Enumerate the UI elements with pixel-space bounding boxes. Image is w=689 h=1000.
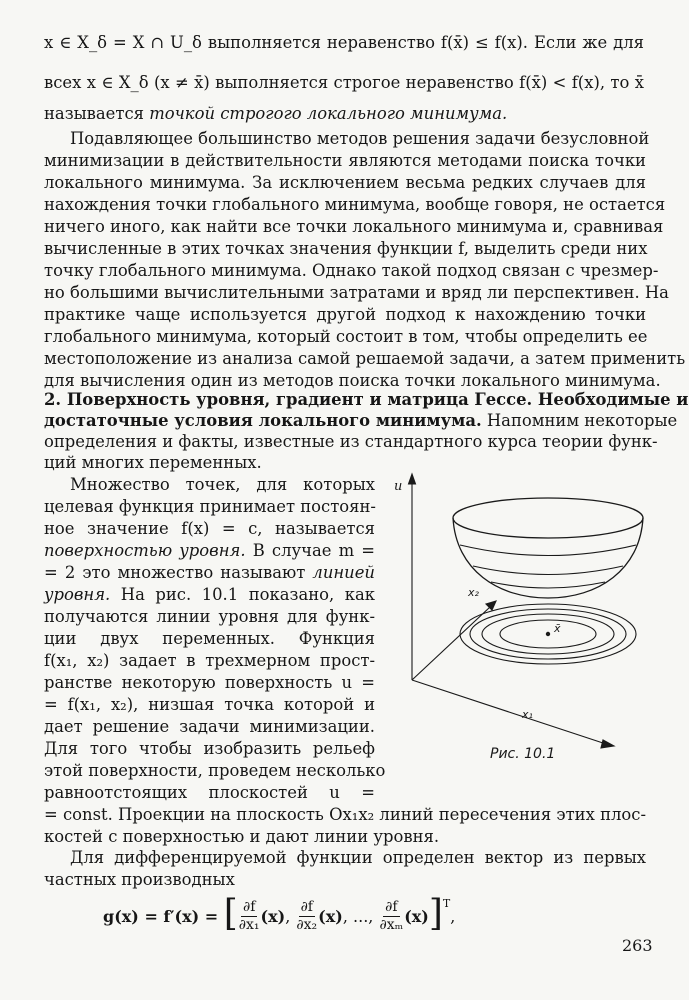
text-line: нахождения точки глобального минимума, вообще говоря, не остается [44, 195, 666, 214]
term-level-line-cont: уровня. [44, 585, 111, 604]
text-line: = f(x₁, x₂), низшая точка которой и [44, 695, 375, 714]
text-line: x ∈ X_δ = X ∩ U_δ выполняется неравенство f(x̄) ≤ f(x). Если же для [44, 33, 644, 52]
text-line: ничего иного, как найти все точки локального минимума и, сравнивая [44, 217, 664, 236]
text-line: ции двух переменных. Функция [44, 629, 375, 648]
text-line: Для того чтобы изобразить рельеф [44, 739, 375, 758]
numerator: ∂f [242, 898, 256, 915]
section-heading-line-2 [44, 411, 678, 431]
text-line: целевая функция принимает постоян- [44, 497, 376, 516]
section-title-cont: достаточные условия локального минимума. [44, 411, 482, 430]
text: Напомним некоторые [481, 411, 678, 430]
text-line: ций многих переменных. [44, 453, 262, 472]
formula-lhs: g(x) = f′(x) = [103, 906, 224, 926]
text-line: получаются линии уровня для функ- [44, 607, 375, 626]
term-level-surface: поверхностью уровня. [44, 541, 246, 560]
text-line: дает решение задачи минимизации. [44, 717, 375, 736]
ellipsis: ... [353, 906, 369, 926]
denominator: ∂x₂ [296, 916, 318, 933]
text: = 2 это множество называют [44, 563, 313, 582]
denominator: ∂xₘ [379, 916, 404, 933]
x1-axis-label: x₁ [522, 708, 533, 721]
arg: (x) [404, 906, 429, 926]
text-line: точку глобального минимума. Однако такой подход связан с чрезмер- [44, 261, 659, 280]
fraction-m [379, 899, 403, 934]
minimum-point-label: x̄ [554, 622, 561, 635]
text-line: локального минимума. За исключением весьма редких случаев для [44, 173, 646, 192]
text: В случае m = [245, 541, 375, 560]
text: На рис. 10.1 показано, как [110, 585, 375, 604]
text-line [44, 541, 375, 561]
text-line: частных производных [44, 870, 235, 889]
bracket-left: [ [223, 893, 238, 934]
u-axis-label: u [394, 479, 403, 494]
bowl-rim [453, 498, 643, 538]
gradient-formula [103, 891, 455, 941]
text-line: Для дифференцируемой функции определен вектор из первых [70, 848, 646, 867]
text-line: этой поверхности, проведем несколько [44, 761, 386, 780]
text-line: всех x ∈ X_δ (x ≠ x̄) выполняется строгое неравенство f(x̄) < f(x), то x̄ [44, 73, 644, 92]
text-line [44, 585, 375, 605]
definition-line [44, 104, 507, 124]
bowl-section-1 [460, 545, 636, 556]
term-strict-local-minimum: точкой строгого локального минимума. [149, 104, 508, 123]
text-line: глобального минимума, который состоит в том, чтобы определить ее [44, 327, 648, 346]
text-line: Множество точек, для которых [70, 475, 375, 494]
text-line [44, 563, 375, 583]
text-line: минимизации в действительности являются методами поиска точки [44, 151, 646, 170]
sep: , [368, 906, 379, 926]
bracket-right: ] [428, 893, 443, 934]
x1-axis [412, 680, 606, 744]
term-level-line: линией [312, 563, 375, 582]
bowl-surface [453, 518, 643, 598]
text-line: но большими вычислительными затратами и вряд ли перспективен. На [44, 283, 669, 302]
text-line: ранстве некоторую поверхность u = [44, 673, 375, 692]
text-line: костей с поверхностью и дают линии уровня. [44, 827, 440, 846]
arg: (x) [260, 906, 286, 926]
text-line: Подавляющее большинство методов решения задачи безусловной [70, 129, 650, 148]
bowl-section-2 [473, 566, 623, 575]
text-line: местоположение из анализа самой решаемой задачи, а затем применить [44, 349, 686, 368]
text-line: вычисленные в этих точках значения функции f, выделить среди них [44, 239, 648, 258]
minimum-point [546, 632, 550, 636]
x2-axis [412, 607, 490, 680]
sep: , [285, 906, 296, 926]
bowl-section-3 [491, 582, 605, 588]
u-axis-arrow [409, 474, 416, 484]
text-line: f(x₁, x₂) задает в трехмерном прост- [44, 651, 375, 670]
numerator: ∂f [385, 898, 398, 915]
comma: , [450, 906, 456, 926]
fraction-2 [296, 899, 317, 934]
figure-10-1 [388, 470, 658, 770]
sep: , [342, 906, 354, 926]
section-heading [44, 390, 689, 410]
arg: (x) [318, 906, 343, 926]
transpose-sup: T [442, 897, 451, 910]
x1-axis-arrow [601, 740, 614, 748]
text-line: практике чаще используется другой подход к нахождению точки [44, 305, 646, 324]
fraction-1 [239, 899, 260, 934]
numerator: ∂f [300, 898, 313, 915]
section-title: 2. Поверхность уровня, градиент и матрица Гессе. Необходимые и [44, 390, 689, 409]
level-surface-diagram [388, 470, 658, 770]
figure-caption: Рис. 10.1 [490, 746, 556, 762]
denominator: ∂x₁ [238, 916, 260, 933]
page-number: 263 [622, 936, 653, 955]
text-line: для вычисления один из методов поиска точки локального минимума. [44, 371, 661, 390]
x2-axis-label: x₂ [468, 586, 479, 599]
text-line: равноотстоящих плоскостей u = [44, 783, 375, 802]
text-line: = const. Проекции на плоскость Ox₁x₂ линий пересечения этих плос- [44, 805, 646, 824]
text-line: определения и факты, известные из стандартного курса теории функ- [44, 432, 658, 451]
text: называется [44, 104, 150, 123]
text-line: ное значение f(x) = c, называется [44, 519, 375, 538]
